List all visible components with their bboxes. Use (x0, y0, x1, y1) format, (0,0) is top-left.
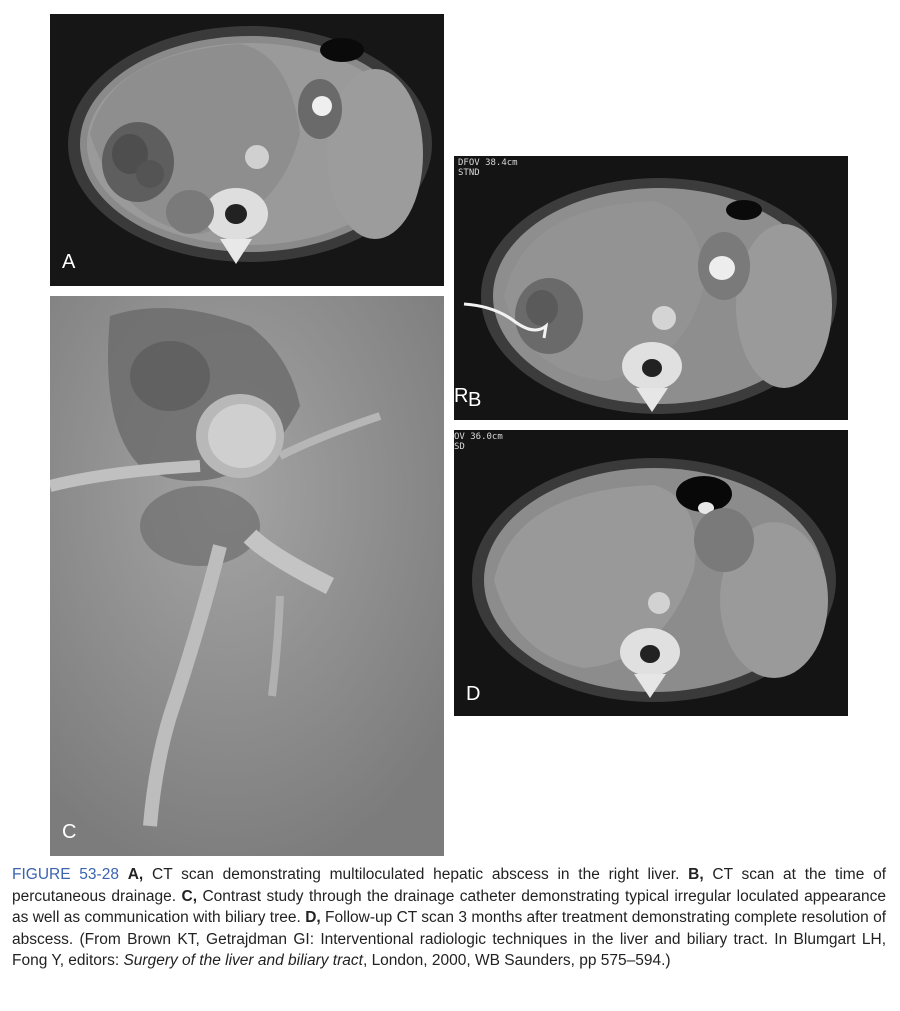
caption-text-d: Follow-up CT scan 3 months after treatment demonstrating complete resolution of abscess. (From Brown KT, Getrajdman GI: Interventional radiologic techniques in the liver and biliary tract. In Blumgart LH, Fong Y, editors: (12, 909, 887, 969)
book-title: Surgery of the liver and biliary tract (123, 952, 363, 969)
caption-label-a: A, (127, 866, 144, 883)
caption-label-d: D, (305, 909, 321, 926)
ct-scan-panel-b (454, 156, 848, 420)
panel-letter-c: C (62, 821, 77, 843)
caption-text-b: CT scan at the time of percutaneous drainage. (12, 866, 887, 905)
source-tail: , London, 2000, WB Saunders, pp 575–594.) (362, 952, 671, 969)
panel-letter-b: B (468, 389, 482, 411)
caption-label-c: C, (181, 887, 197, 905)
ct-image-d (454, 430, 848, 716)
caption-text-c: Contrast study through the drainage catheter demonstrating typical irregular loculated appearance as well as communication with biliary tree. (12, 887, 887, 926)
panel-letter-d: D (466, 683, 481, 705)
ct-scan-panel-a (50, 14, 444, 286)
contrast-image-c (50, 296, 444, 856)
figure-caption (12, 864, 886, 972)
ct-scan-panel-d (454, 430, 848, 716)
contrast-study-panel-c (50, 296, 444, 856)
ct-image-a (50, 14, 444, 286)
scan-fov-text-d: OV 36.0cm SD (454, 432, 503, 452)
scan-fov-text-b: DFOV 38.4cm STND (458, 158, 518, 178)
ct-image-b (454, 156, 848, 420)
side-marker-r: R (454, 385, 469, 407)
figure-label: FIGURE 53-28 (12, 866, 119, 883)
caption-text-a: CT scan demonstrating multiloculated hepatic abscess in the right liver. (152, 866, 680, 883)
caption-label-b: B, (688, 866, 704, 883)
panel-letter-a: A (62, 251, 76, 273)
